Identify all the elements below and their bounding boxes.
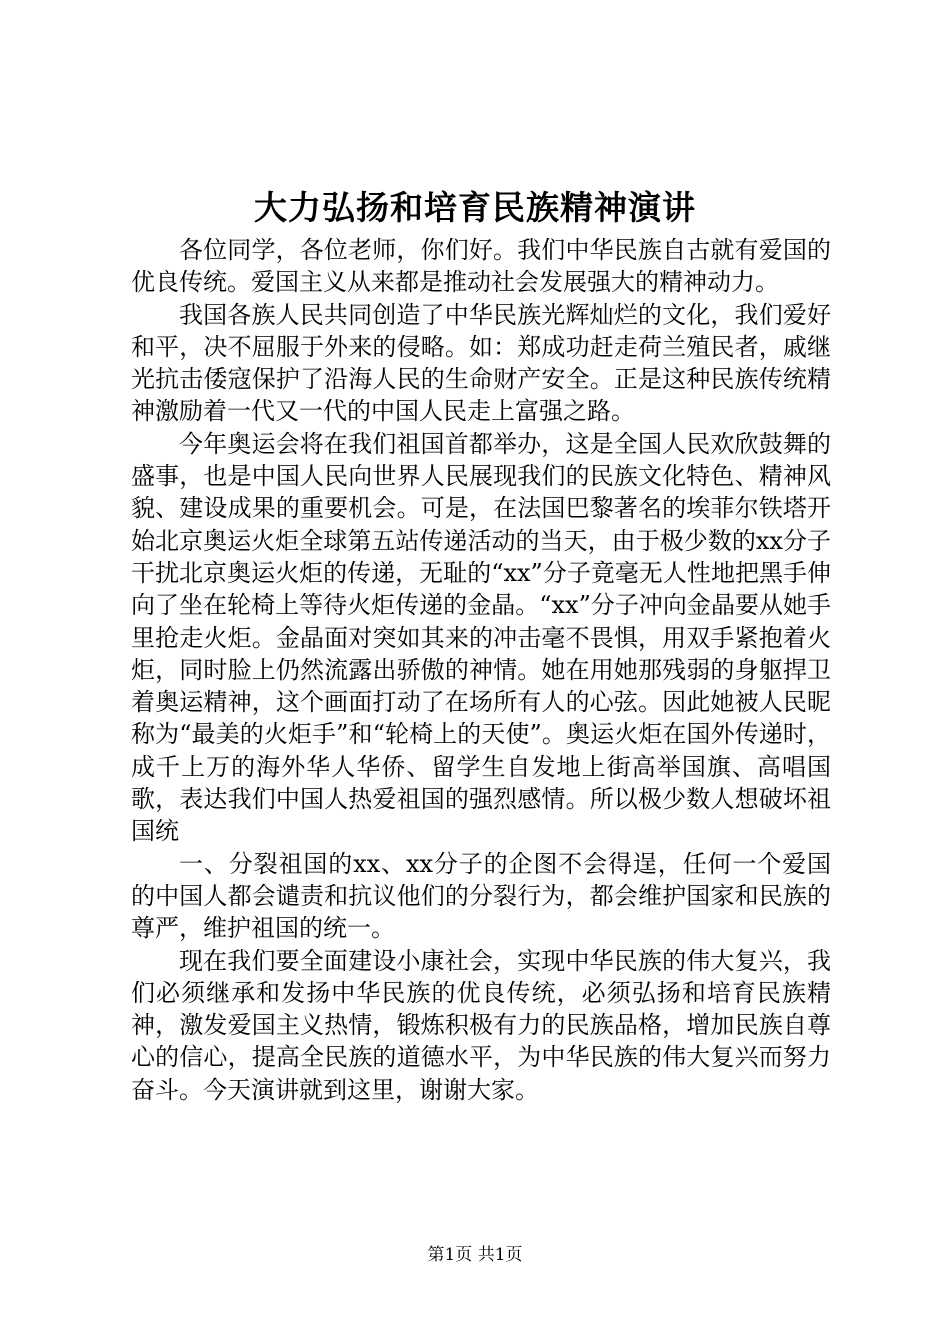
document-body: [131, 234, 831, 1106]
paragraph-2: 我国各族人民共同创造了中华民族光辉灿烂的文化，我们爱好和平，决不屈服于外来的侵略。如：郑成功赶走荷兰殖民者，戚继光抗击倭寇保护了沿海人民的生命财产安全。正是这种民族传统精神激励着一代又一代的中国人民走上富强之路。: [131, 300, 831, 426]
paragraph-5: 现在我们要全面建设小康社会，实现中华民族的伟大复兴，我们必须继承和发扬中华民族的优良传统，必须弘扬和培育民族精神，激发爱国主义热情，锻炼积极有力的民族品格，增加民族自尊心的信心，提高全民族的道德水平，为中华民族的伟大复兴而努力奋斗。今天演讲就到这里，谢谢大家。: [131, 946, 831, 1104]
document-title: 大力弘扬和培育民族精神演讲: [254, 188, 696, 227]
page-footer: 第1页 共1页: [427, 1245, 523, 1265]
paragraph-4: 一、分裂祖国的xx、xx分子的企图不会得逞，任何一个爱国的中国人都会谴责和抗议他们的分裂行为，都会维护国家和民族的尊严，维护祖国的统一。: [131, 849, 831, 943]
paragraph-1: 各位同学，各位老师，你们好。我们中华民族自古就有爱国的优良传统。爱国主义从来都是推动社会发展强大的精神动力。: [131, 236, 831, 297]
paragraph-3: 今年奥运会将在我们祖国首都举办，这是全国人民欢欣鼓舞的盛事，也是中国人民向世界人民展现我们的民族文化特色、精神风貌、建设成果的重要机会。可是，在法国巴黎著名的埃菲尔铁塔开始北京奥运火炬全球第五站传递活动的当天，由于极少数的xx分子干扰北京奥运火炬的传递，无耻的“xx”分子竟毫无人性地把黑手伸向了坐在轮椅上等待火炬传递的金晶。“xx”分子冲向金晶要从她手里抢走火炬。金晶面对突如其来的冲击毫不畏惧，用双手紧抱着火炬，同时脸上仍然流露出骄傲的神情。她在用她那残弱的身躯捍卫着奥运精神，这个画面打动了在场所有人的心弦。因此她被人民昵称为“最美的火炬手”和“轮椅上的天使”。奥运火炬在国外传递时，成千上万的海外华人华侨、留学生自发地上街高举国旗、高唱国歌，表达我们中国人热爱祖国的强烈感情。所以极少数人想破坏祖国统: [131, 429, 831, 846]
